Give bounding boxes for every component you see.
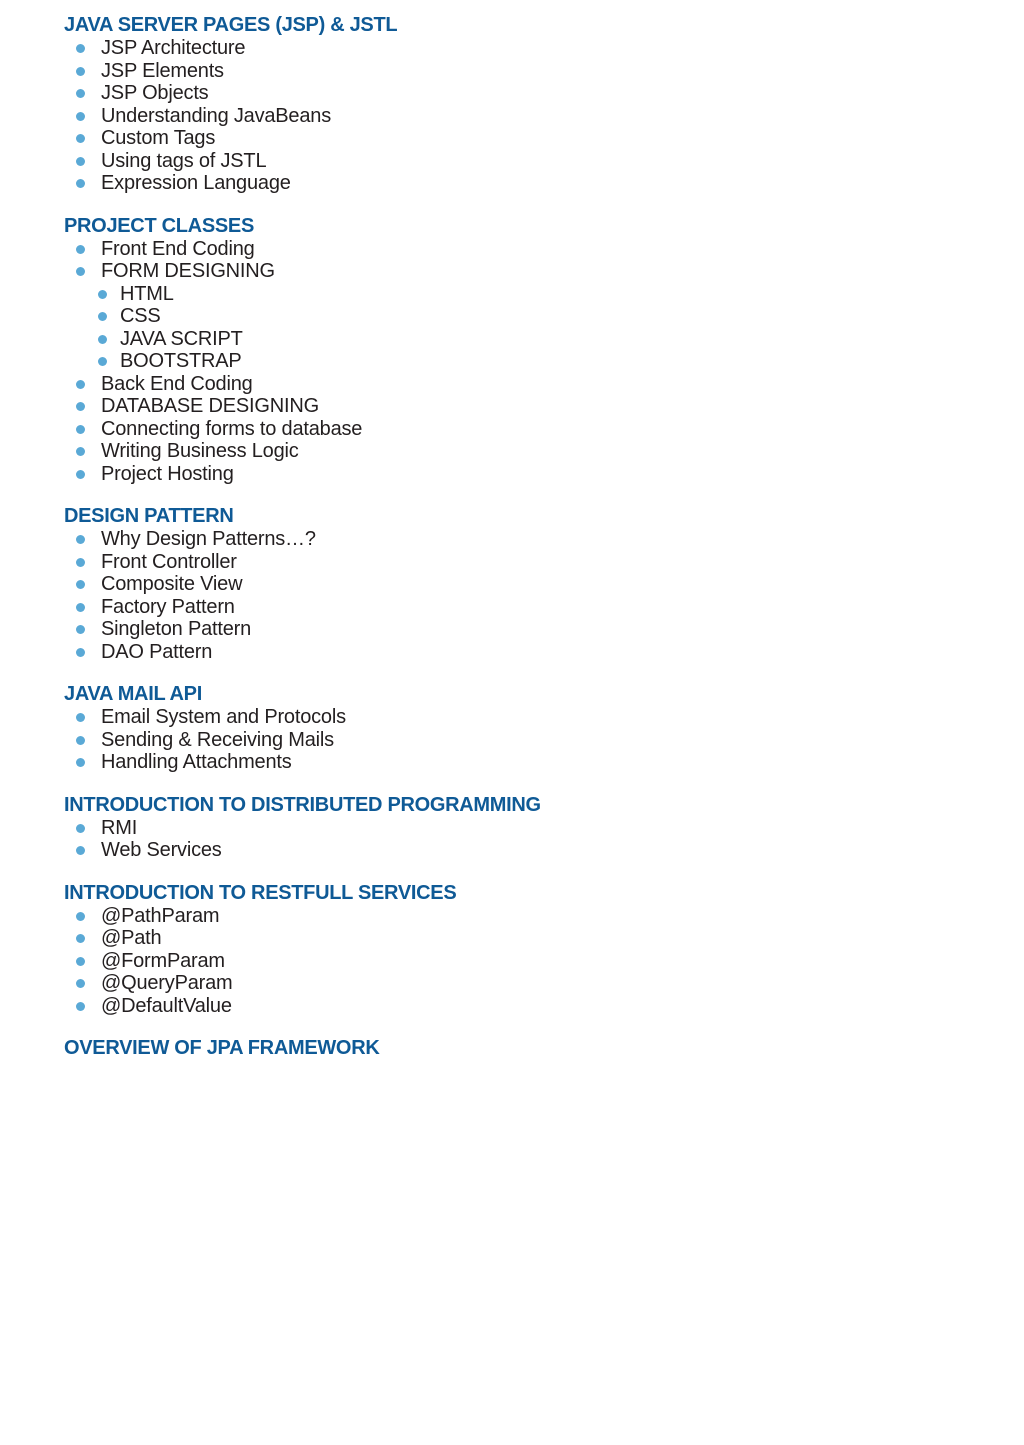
list-item: Factory Pattern [76, 596, 964, 619]
list-item: @DefaultValue [76, 995, 964, 1018]
list-item: @QueryParam [76, 972, 964, 995]
section-title: OVERVIEW OF JPA FRAMEWORK [64, 1037, 380, 1059]
list-item: Connecting forms to database [76, 418, 964, 441]
topic-list [64, 238, 964, 486]
list-item: Back End Coding [76, 373, 964, 396]
list-item: Why Design Patterns…? [76, 528, 964, 551]
sub-topic-list [98, 283, 964, 373]
section-title: INTRODUCTION TO RESTFULL SERVICES [64, 881, 457, 904]
list-item: @FormParam [76, 950, 964, 973]
section-title: INTRODUCTION TO DISTRIBUTED PROGRAMMING [64, 793, 541, 816]
sub-list-item: CSS [98, 305, 964, 328]
list-item: RMI [76, 817, 964, 840]
section-title: PROJECT CLASSES [64, 214, 254, 237]
section-title: DESIGN PATTERN [64, 505, 234, 527]
list-item: Front Controller [76, 551, 964, 574]
section-java-mail-api [64, 682, 964, 774]
list-item: DAO Pattern [76, 641, 964, 664]
nested-list-container [76, 283, 964, 373]
section-title: JAVA MAIL API [64, 683, 202, 705]
list-item: FORM DESIGNING [76, 260, 964, 283]
list-item: JSP Elements [76, 60, 964, 83]
list-item: @PathParam [76, 905, 964, 928]
topic-list [64, 528, 964, 663]
section-distributed-programming [64, 793, 964, 862]
list-item: Handling Attachments [76, 751, 964, 774]
section-jsp-jstl [64, 13, 964, 195]
list-item: DATABASE DESIGNING [76, 395, 964, 418]
list-item: Singleton Pattern [76, 618, 964, 641]
list-item: JSP Objects [76, 82, 964, 105]
list-item: Web Services [76, 839, 964, 862]
list-item: JSP Architecture [76, 37, 964, 60]
list-item: Custom Tags [76, 127, 964, 150]
topic-list [64, 905, 964, 1018]
list-item: Writing Business Logic [76, 440, 964, 463]
list-item: Sending & Receiving Mails [76, 729, 964, 752]
topic-list [64, 706, 964, 774]
list-item: Front End Coding [76, 238, 964, 261]
list-item: Project Hosting [76, 463, 964, 486]
list-item: Email System and Protocols [76, 706, 964, 729]
section-project-classes [64, 214, 964, 486]
sub-list-item: JAVA SCRIPT [98, 328, 964, 351]
section-design-pattern [64, 504, 964, 663]
sub-list-item: HTML [98, 283, 964, 306]
list-item: @Path [76, 927, 964, 950]
list-item: Expression Language [76, 172, 964, 195]
topic-list [64, 817, 964, 862]
course-outline-page [64, 13, 964, 1079]
topic-list [64, 37, 964, 195]
sub-list-item: BOOTSTRAP [98, 350, 964, 373]
section-restfull-services [64, 881, 964, 1018]
section-title: JAVA SERVER PAGES (JSP) & JSTL [64, 14, 398, 36]
section-jpa-framework [64, 1036, 964, 1060]
list-item: Composite View [76, 573, 964, 596]
list-item: Using tags of JSTL [76, 150, 964, 173]
list-item: Understanding JavaBeans [76, 105, 964, 128]
